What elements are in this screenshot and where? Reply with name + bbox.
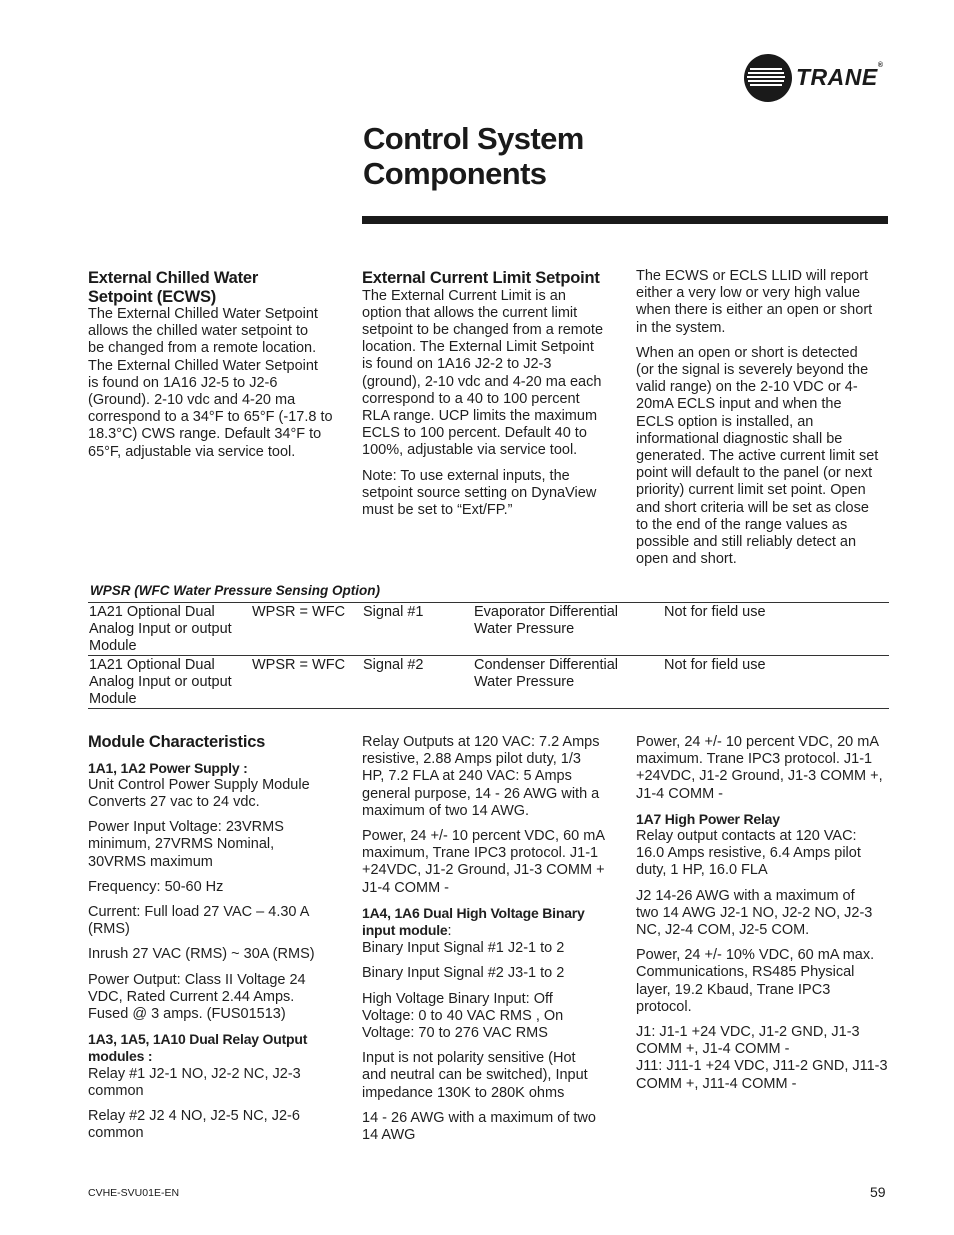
table-cell-note: Not for field use: [664, 604, 766, 620]
ecls-section: [362, 269, 617, 527]
trane-logo: [744, 54, 894, 104]
ecws-body: The External Chilled Water Setpoint allows the chilled water setpoint to be changed from a remote location. The External Chilled Water Setpoint is found on 1A16 J2-5 to J2-6 (Ground). 2-10 vdc and 4-20 ma correspond to a 34°F to 65°F (-17.8 to 18.3°C) CWS range. Default 34°F to 65°F, adjustable via service tool.: [88, 306, 333, 460]
relay-outputs-text: Relay Outputs at 120 VAC: 7.2 Amps resistive, 2.88 Amps pilot duty, 1/3 HP, 7.2 FLA at 240 VAC: 5 Amps general purpose, 14 - 26 AWG with a maximum of two 14 AWG.: [362, 734, 600, 819]
title-rule: [362, 216, 888, 224]
frequency-text: Frequency: 50-60 Hz: [88, 878, 224, 895]
ecls-body: The External Current Limit is an option that allows the current limit setpoint to be changed from a remote location. The External Limit Setpoint is found on 1A16 J2-2 to J2-3 (ground), 2-10 vdc and 4-20 ma each correspond to a 40 to 100 percent RLA range. UCP limits the maximum ECLS to 100 percent. Default 40 to 100%, adjustable via service tool.: [362, 287, 604, 459]
high-voltage-binary-block: 1A4, 1A6 Dual High Voltage Binary input module: Binary Input Signal #1 J2-1 to 2: [362, 904, 585, 957]
relay-2-text: Relay #2 J2 4 NO, J2-5 NC, J2-6 common: [88, 1107, 300, 1142]
j1-j11-text: J1: J1-1 +24 VDC, J1-2 GND, J1-3 COMM +, J1-4 COMM - J11: J11-1 +24 VDC, J11-2 GND, J11-3 COMM +, J11-4 COMM -: [636, 1024, 888, 1092]
relay-output-block: 1A3, 1A5, 1A10 Dual Relay Output modules : Relay #1 J2-1 NO, J2-2 NC, J2-3 common: [88, 1031, 308, 1099]
relay-power-text: Power, 24 +/- 10 percent VDC, 60 mA maximum, Trane IPC3 protocol. J1-1 +24VDC, J1-2 Ground, J1-3 COMM + J1-4 COMM -: [362, 828, 605, 896]
inrush-text: Inrush 27 VAC (RMS) ~ 30A (RMS): [88, 946, 315, 963]
power-supply-heading: 1A1, 1A2 Power Supply :: [88, 759, 248, 776]
polarity-text: Input is not polarity sensitive (Hot and neutral can be switched), Input impedance 130K to 280K ohms: [362, 1050, 588, 1101]
ecls-heading: External Current Limit Setpoint: [362, 269, 600, 287]
table-row: [88, 603, 889, 656]
table-cell-description: Evaporator Differential Water Pressure: [474, 604, 619, 637]
table-cell-signal: Signal #1: [363, 604, 424, 620]
wpsr-table-caption: WPSR (WFC Water Pressure Sensing Option): [90, 583, 381, 598]
wpsr-table: [88, 602, 889, 709]
page-number: 59: [870, 1184, 886, 1200]
table-cell-setting: WPSR = WFC: [252, 657, 346, 673]
awg-text: 14 - 26 AWG with a maximum of two 14 AWG: [362, 1109, 596, 1144]
binary-power-text: Power, 24 +/- 10 percent VDC, 20 mA maximum. Trane IPC3 protocol. J1-1 +24VDC, J1-2 Ground, J1-3 COMM +, J1-4 COMM -: [636, 734, 883, 802]
modules-col-3: [636, 734, 892, 1101]
table-cell-note: Not for field use: [664, 657, 766, 673]
module-characteristics-heading: Module Characteristics: [88, 733, 266, 751]
table-cell-module: 1A21 Optional Dual Analog Input or output Module: [89, 657, 232, 707]
power-output-text: Power Output: Class II Voltage 24 VDC, Rated Current 2.44 Amps. Fused @ 3 amps. (FUS01513): [88, 971, 306, 1022]
document-id: CVHE-SVU01E-EN: [88, 1187, 180, 1199]
modules-col-1: [88, 733, 338, 1150]
communications-text: Power, 24 +/- 10% VDC, 60 mA max. Communications, RS485 Physical layer, 19.2 Kbaud, Trane IPC3 protocol.: [636, 947, 875, 1015]
llid-paragraph-1: The ECWS or ECLS LLID will report either a very low or very high value when there is either an open or short in the system.: [636, 268, 873, 336]
llid-paragraph-2: When an open or short is detected (or the signal is severely beyond the valid range) on the 2-10 VDC or 4- 20mA ECLS input and when the ECLS option is installed, an informational diagnostic shall be generated. The active current limit set point will default to the panel (or next priority) current limit set point. Open and short criteria will be set as close to the end of the range values as possible and still reliably detect an open and short.: [636, 344, 879, 568]
power-input-text: Power Input Voltage: 23VRMS minimum, 27VRMS Nominal, 30VRMS maximum: [88, 819, 284, 870]
current-text: Current: Full load 27 VAC – 4.30 A (RMS): [88, 903, 310, 938]
ecws-heading: External Chilled Water Setpoint (ECWS): [88, 269, 259, 306]
ecls-note: Note: To use external inputs, the setpoint source setting on DynaView must be set to “Ext/FP.”: [362, 467, 597, 518]
page-title: Control System Components: [363, 121, 584, 191]
high-power-relay-block: 1A7 High Power Relay Relay output contacts at 120 VAC: 16.0 Amps resistive, 6.4 Amps pilot duty, 1 HP, 16.0 FLA: [636, 810, 861, 879]
table-cell-setting: WPSR = WFC: [252, 604, 346, 620]
llid-section: [636, 268, 892, 576]
j2-awg-text: J2 14-26 AWG with a maximum of two 14 AWG J2-1 NO, J2-2 NO, J2-3 NC, J2-4 COM, J2-5 COM.: [636, 887, 873, 939]
trane-logo-mark-icon: [744, 54, 792, 102]
power-supply-block: 1A1, 1A2 Power Supply : Unit Control Power Supply Module Converts 27 vac to 24 vdc.: [88, 760, 338, 812]
table-row: [88, 656, 889, 709]
table-cell-description: Condenser Differential Water Pressure: [474, 657, 619, 690]
modules-col-2: [362, 734, 617, 1152]
binary-input-2-text: Binary Input Signal #2 J3-1 to 2: [362, 965, 565, 982]
ecws-section: [88, 269, 338, 461]
table-cell-signal: Signal #2: [363, 657, 424, 673]
table-cell-module: 1A21 Optional Dual Analog Input or output Module: [89, 604, 232, 654]
hv-input-text: High Voltage Binary Input: Off Voltage: 0 to 40 VAC RMS , On Voltage: 70 to 276 VAC RMS: [362, 990, 564, 1042]
logo-text: TRANE®: [796, 62, 884, 90]
